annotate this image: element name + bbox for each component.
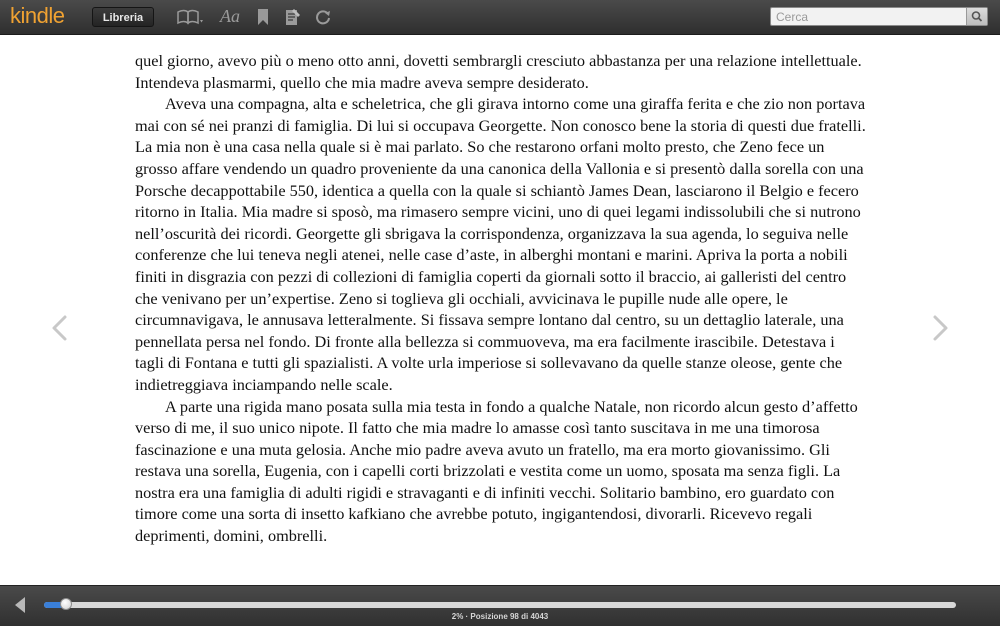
top-toolbar bbox=[0, 0, 1000, 35]
location-indicator: 2% · Posizione 98 di 4043 bbox=[451, 612, 549, 621]
search-button[interactable] bbox=[966, 8, 987, 25]
kindle-logo: kindle bbox=[10, 3, 65, 28]
font-icon[interactable]: Aa bbox=[220, 6, 240, 26]
book-paragraph: A parte una rigida mano posata sulla mia testa in fondo a qualche Natale, non ricordo alcun gesto d’affetto verso di me, il suo unico nipote. Il fatto che mia madre lo amasse così tanto suscitava in me una timorosa fascinazione e una muta gelosia. Anche mio padre aveva avuto un fratello, ma era morto giovanissimo. Gli restava una sorella, Eugenia, con i capelli corti brizzolati e vestita come un uomo, sposata ma senza figli. La nostra era una famiglia di adulti rigidi e stravaganti e di infiniti vecchi. Solitario bambino, ero guardato con timore come una sorta di insetto kafkiano che avrebbe potuto, ingigantendosi, divorarli. Ricevevo regali deprimenti, domini, ombrelli. bbox=[135, 396, 858, 546]
search-icon bbox=[967, 8, 987, 25]
next-page-button[interactable] bbox=[928, 314, 952, 342]
book-icon[interactable] bbox=[176, 8, 206, 31]
bottom-bar bbox=[0, 585, 1000, 626]
progress-knob[interactable] bbox=[60, 598, 72, 610]
search-box bbox=[770, 7, 988, 26]
book-paragraph: Aveva una compagna, alta e scheletrica, che gli girava intorno come una giraffa ferita e che zio non portava mai con sé nei pranzi di famiglia. Di lui si occupava Georgette. Non conosco bene la storia di questi due fratelli. La mia non è una casa nella quale si è mai parlato. So che restarono orfani molto presto, che Zeno fece un grosso affare vendendo un quadro proveniente da una canonica della Vallonia e si presentò dalla sorella con una Porsche decappottabile 550, identica a quella con la quale si schiantò James Dean, lasciarono il Belgio e fecero ritorno in Italia. Mia madre si sposò, ma rimasero sempre vicini, uno di quei legami indissolubili che si nutrono nell’oscurità dei ricordi. Georgette gli sbrigava la corrispondenza, organizzava la sua agenda, lo seguiva nelle conferenze che lui teneva negli atenei, nelle case d’aste, in alberghi montani e marini. Apriva la porta a nobili finiti in disgrazia con pezzi di collezioni di famiglia coperti da giornali sotto il braccio, ai galleristi del centro che venivano per un’expertise. Zeno si toglieva gli occhiali, avvicinava le pupille nude alle opere, le circumnavigava, le annusava letteralmente. Si fissava sempre lontano dal centro, su un dettaglio laterale, una pennellata persa nel fondo. Di fronte alla bellezza si commuoveva, ma era facilmente irascibile. Detestava i tagli di Fontana e tutti gli spazialisti. A volte urla imperiose si sollevavano da quelle stanze oleose, gente che indietreggiava inciampando nelle scale. bbox=[135, 94, 866, 394]
book-page-text bbox=[135, 50, 867, 547]
chevron-left-icon bbox=[48, 314, 72, 342]
bookmark-icon[interactable] bbox=[257, 9, 269, 30]
sync-icon[interactable] bbox=[315, 9, 331, 30]
previous-page-button[interactable] bbox=[48, 314, 72, 342]
notes-icon[interactable] bbox=[285, 8, 301, 31]
library-button[interactable]: Libreria bbox=[92, 7, 154, 27]
book-paragraph: quel giorno, avevo più o meno otto anni, dovetti sembrargli cresciuto abbastanza per una relazione intellettuale. Intendeva plasmarmi, quello che mia madre aveva sempre desiderato. bbox=[135, 51, 862, 92]
progress-slider[interactable] bbox=[44, 602, 956, 608]
search-input[interactable] bbox=[771, 8, 967, 25]
chevron-right-icon bbox=[928, 314, 952, 342]
